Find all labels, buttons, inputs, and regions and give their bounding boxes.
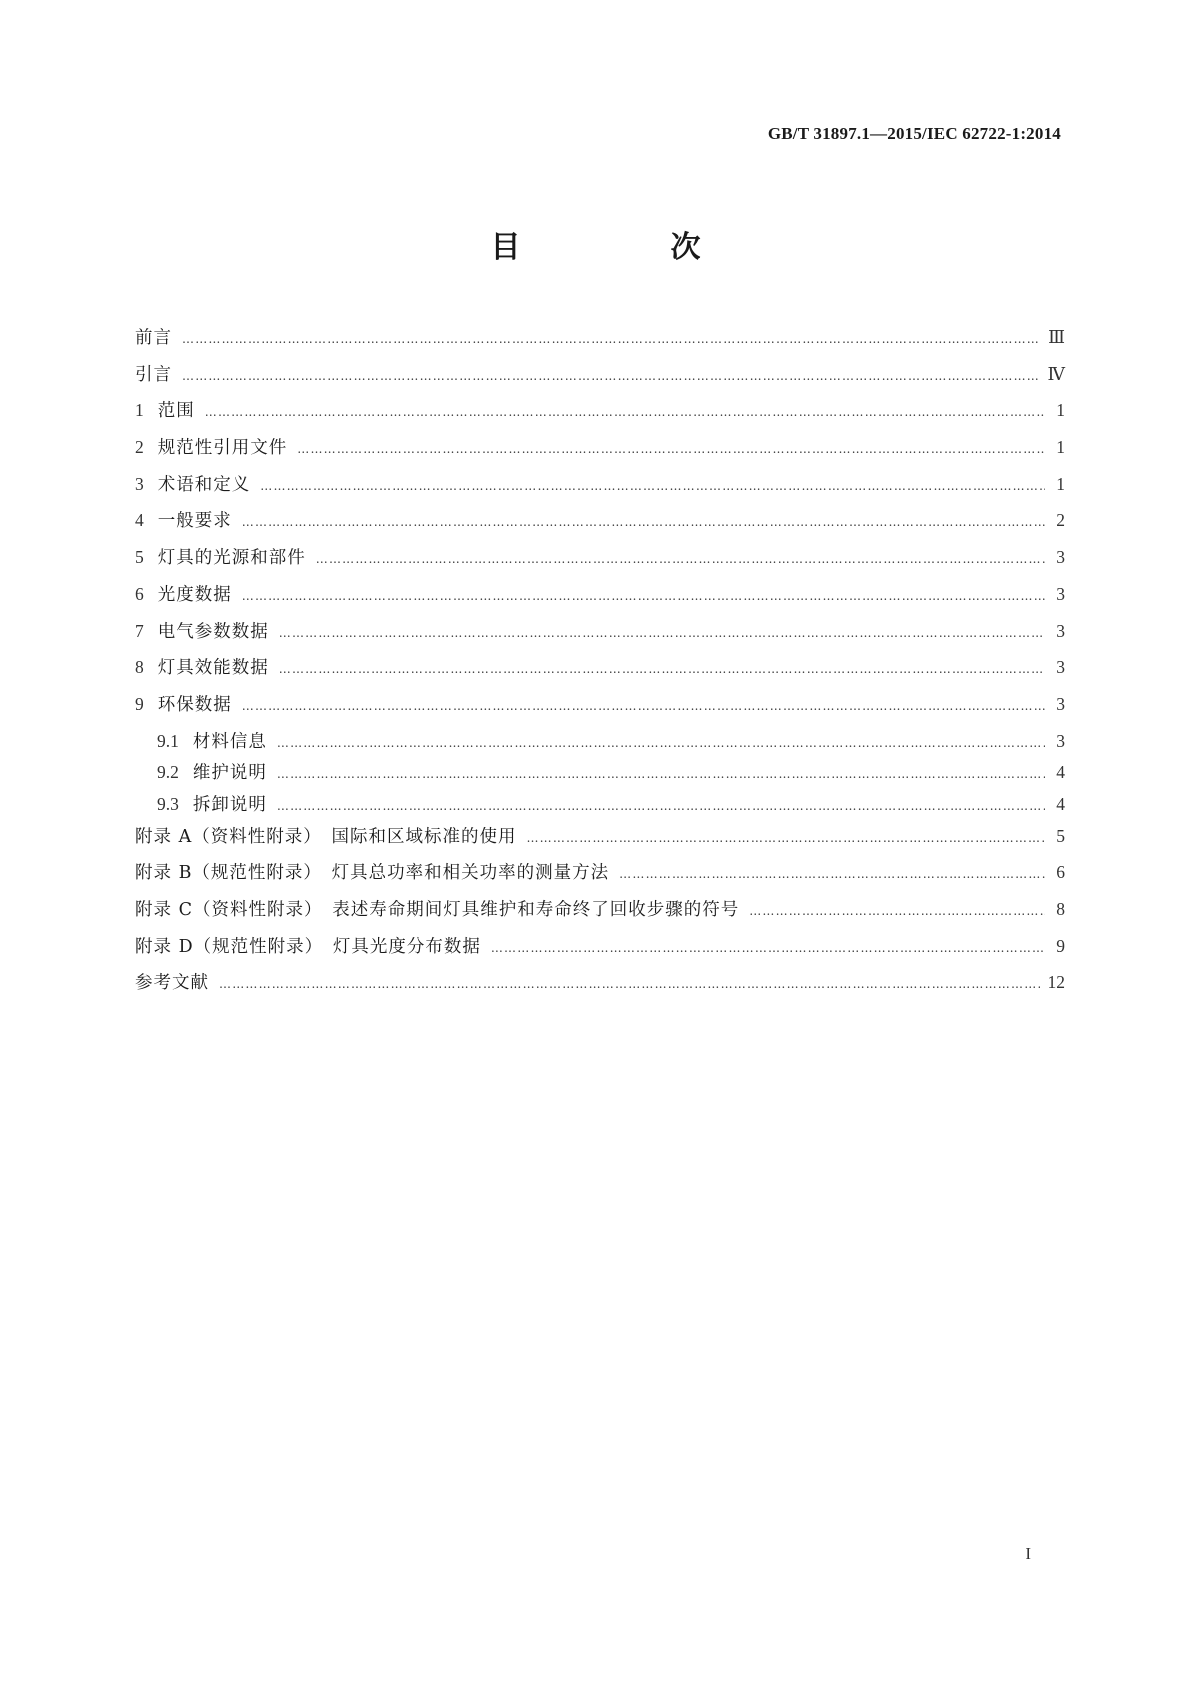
toc-entry-label: 一般要求 — [157, 511, 232, 532]
toc-entry-page: 3 — [1056, 657, 1065, 678]
toc-subentry[interactable] — [135, 731, 1065, 763]
standard-code-header: GB/T 31897.1—2015/IEC 62722-1:2014 — [767, 124, 1061, 143]
toc-entry-page: Ⅳ — [1047, 363, 1065, 384]
toc-leader-dots — [316, 549, 1045, 569]
toc-entry-page: 3 — [1056, 583, 1065, 604]
toc-leader-dots — [260, 476, 1045, 496]
toc-entry-label: 术语和定义 — [157, 474, 251, 495]
toc-leader-dots — [277, 764, 1045, 784]
toc-entry-label: 材料信息 — [192, 731, 267, 752]
toc-leader-dots — [277, 733, 1045, 753]
toc-leader-dots — [279, 659, 1045, 679]
toc-entry-label: 灯具的光源和部件 — [157, 548, 306, 569]
toc-entry-page: 2 — [1056, 510, 1065, 531]
toc-entry-number: 4 — [135, 510, 144, 531]
toc-entry-label: 规范性引用文件 — [157, 438, 288, 459]
toc-entry-label: 前言 — [135, 328, 172, 348]
toc-leader-dots — [219, 974, 1040, 994]
toc-entry-number: 7 — [135, 620, 144, 641]
toc-entry-number: 9.3 — [157, 793, 179, 814]
toc-entry-number: 6 — [135, 583, 144, 604]
toc-leader-dots — [242, 512, 1045, 532]
toc-entry-number: 5 — [135, 547, 144, 568]
toc-leader-dots — [182, 366, 1040, 386]
toc-entry-label: 参考文献 — [135, 973, 209, 994]
toc-entry-page: 12 — [1047, 972, 1065, 993]
toc-entry-label: 范围 — [157, 401, 195, 422]
toc-entry-page: 4 — [1056, 762, 1065, 783]
toc-leader-dots — [182, 329, 1040, 349]
toc-entry-number: 8 — [135, 657, 144, 678]
toc-entry-label: 维护说明 — [192, 763, 267, 784]
toc-entry-label: 拆卸说明 — [192, 794, 267, 815]
toc-leader-dots — [242, 696, 1045, 716]
toc-entry[interactable] — [135, 510, 1065, 547]
toc-entry[interactable] — [135, 400, 1065, 437]
toc-entry-number: 1 — [135, 400, 144, 421]
toc-entry-number: 3 — [135, 473, 144, 494]
toc-leader-dots — [205, 402, 1045, 422]
toc-entry-label: 环保数据 — [157, 694, 232, 715]
toc-entry-label: 光度数据 — [157, 584, 232, 605]
toc-entry-label: 附录 B（规范性附录） 灯具总功率和相关功率的测量方法 — [135, 863, 610, 884]
page-number: I — [1025, 1544, 1031, 1563]
toc-entry-page: 8 — [1056, 899, 1065, 919]
toc-entry[interactable] — [135, 437, 1065, 474]
toc-entry-number: 9 — [135, 693, 144, 714]
table-of-contents — [135, 327, 1065, 1009]
toc-leader-dots — [279, 623, 1045, 643]
toc-entry-label: 附录 A（资料性附录） 国际和区域标准的使用 — [135, 826, 517, 847]
toc-entry[interactable] — [135, 899, 1065, 936]
toc-entry-page: 1 — [1056, 473, 1065, 494]
toc-entry[interactable] — [135, 364, 1065, 401]
toc-entry-label: 电气参数数据 — [157, 621, 269, 642]
toc-leader-dots — [749, 901, 1045, 921]
toc-entry[interactable] — [135, 694, 1065, 731]
toc-entry-page: 9 — [1056, 935, 1065, 956]
toc-entry-page: 6 — [1056, 862, 1065, 883]
toc-entry-page: 4 — [1056, 793, 1065, 814]
toc-entry-page: 1 — [1056, 400, 1065, 421]
toc-entry-number: 9.1 — [157, 730, 179, 751]
toc-entry-label: 附录 C（资料性附录） 表述寿命期间灯具维护和寿命终了回收步骤的符号 — [135, 900, 740, 920]
toc-subentry[interactable] — [135, 762, 1065, 794]
toc-entry[interactable] — [135, 826, 1065, 863]
toc-entry-number: 9.2 — [157, 762, 179, 783]
toc-entry-page: 3 — [1056, 693, 1065, 714]
toc-entry[interactable] — [135, 327, 1065, 364]
page-title: 目 次 — [490, 230, 761, 265]
toc-entry[interactable] — [135, 972, 1065, 1009]
toc-leader-dots — [526, 828, 1045, 848]
toc-entry[interactable] — [135, 936, 1065, 973]
toc-entry[interactable] — [135, 547, 1065, 584]
toc-entry-page: 3 — [1056, 730, 1065, 751]
toc-entry[interactable] — [135, 584, 1065, 621]
toc-entry-label: 附录 D（规范性附录） 灯具光度分布数据 — [135, 936, 481, 957]
toc-leader-dots — [619, 864, 1045, 884]
toc-leader-dots — [277, 796, 1045, 816]
toc-entry[interactable] — [135, 862, 1065, 899]
toc-entry-page: 1 — [1056, 437, 1065, 458]
toc-entry[interactable] — [135, 621, 1065, 658]
toc-leader-dots — [242, 586, 1045, 606]
toc-entry-page: 3 — [1056, 547, 1065, 568]
toc-leader-dots — [491, 938, 1045, 958]
toc-subentry[interactable] — [135, 794, 1065, 826]
toc-entry[interactable] — [135, 657, 1065, 694]
toc-entry[interactable] — [135, 474, 1065, 511]
toc-leader-dots — [297, 439, 1045, 459]
toc-entry-label: 引言 — [135, 364, 172, 385]
toc-entry-number: 2 — [135, 437, 144, 458]
toc-entry-page: 3 — [1056, 620, 1065, 641]
toc-entry-page: 5 — [1056, 825, 1065, 846]
toc-entry-page: Ⅲ — [1048, 327, 1065, 347]
toc-entry-label: 灯具效能数据 — [157, 658, 269, 679]
